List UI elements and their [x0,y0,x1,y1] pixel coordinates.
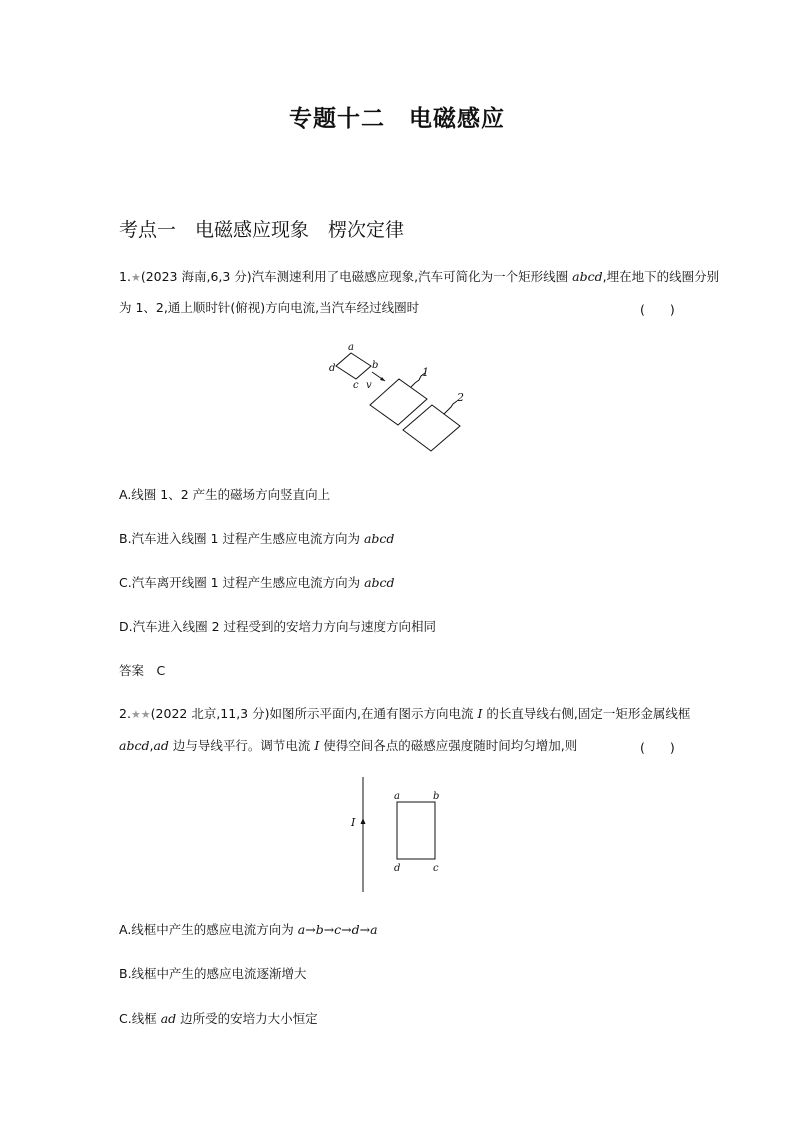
option-text: C.汽车离开线圈 1 过程产生感应电流方向为 [119,575,365,590]
label-c: c [433,863,439,874]
current-arrow-icon [361,818,366,824]
star-icon: ★ [130,271,141,284]
q1-answer-bracket: ( ) [640,302,675,317]
option-text: C.线框 [119,1011,161,1026]
q1-line2: 为 1、2,通上顺时针(俯视)方向电流,当汽车经过线圈时 [119,300,420,315]
q2-text-a: (2022 北京,11,3 分)如图所示平面内,在通有图示方向电流 [150,706,478,721]
label-i: I [351,816,356,829]
q2-text-e: 使得空间各点的磁感应强度随时间均匀增加,则 [319,738,578,753]
q2-text-b: 的长直导线右侧,固定一矩形金属线框 [482,706,691,721]
option-var: abcd [364,575,395,590]
option-var: a→b→c→d→a [297,922,378,937]
label-coil-2: 2 [457,391,464,404]
label-a: a [348,342,354,353]
label-d: d [394,863,401,874]
q2-var-i2: I [314,738,320,753]
q1-option-b [119,529,394,547]
option-text: D.汽车进入线圈 2 过程受到的安培力方向与速度方向相同 [119,619,436,634]
q1-option-a [119,485,330,503]
q2-number: 2. [119,706,131,721]
q1-option-d [119,617,436,635]
label-d: d [329,363,336,374]
page-title: 专题十二 电磁感应 [289,106,505,132]
section-heading: 考点一 电磁感应现象 楞次定律 [119,219,405,241]
label-coil-1: 1 [422,366,429,379]
option-text: 边所受的安培力大小恒定 [176,1011,318,1026]
q2-option-b [119,964,307,982]
q1-var-abcd: abcd [572,269,603,284]
option-text: B.线框中产生的感应电流逐渐增大 [119,966,307,981]
q1-number: 1. [119,269,131,284]
label-b: b [433,791,440,802]
q1-text-b: ,埋在地下的线圈分别 [602,269,720,284]
q2-option-a [119,920,378,938]
q2-text-c: , [149,738,154,753]
option-text: B.汽车进入线圈 1 过程产生感应电流方向为 [119,531,364,546]
option-var: ad [160,1011,177,1026]
option-text: A.线框中产生的感应电流方向为 [119,922,298,937]
q2-figure [340,772,460,897]
label-c: c [353,380,359,391]
q1-option-c [119,573,395,591]
coil-2 [403,405,460,451]
option-var: abcd [363,531,395,546]
q2-answer-bracket: ( ) [640,740,675,755]
q1-answer: 答案 C [119,663,166,678]
q2-option-c [119,1009,318,1027]
label-b: b [372,360,379,371]
coil-2-lead [444,401,457,414]
q2-text-d: 边与导线平行。调节电流 [168,738,315,753]
q2-var-i: I [477,706,483,721]
car-loop [336,353,371,379]
q1-text-a: (2023 海南,6,3 分)汽车测速利用了电磁感应现象,汽车可简化为一个矩形线圈 [140,269,573,284]
coil-1 [370,379,427,425]
option-text: A.线圈 1、2 产生的磁场方向竖直向上 [119,487,331,502]
q2-var-ad: ad [153,738,169,753]
q2-line1 [119,706,690,723]
label-v: v [366,380,372,391]
q1-line1 [119,269,719,286]
q1-figure [325,338,475,458]
q2-line2 [119,738,577,754]
rect-loop [397,802,435,859]
q2-var-abcd: abcd [119,738,150,753]
star-icon: ★★ [130,708,151,721]
label-a: a [394,791,400,802]
